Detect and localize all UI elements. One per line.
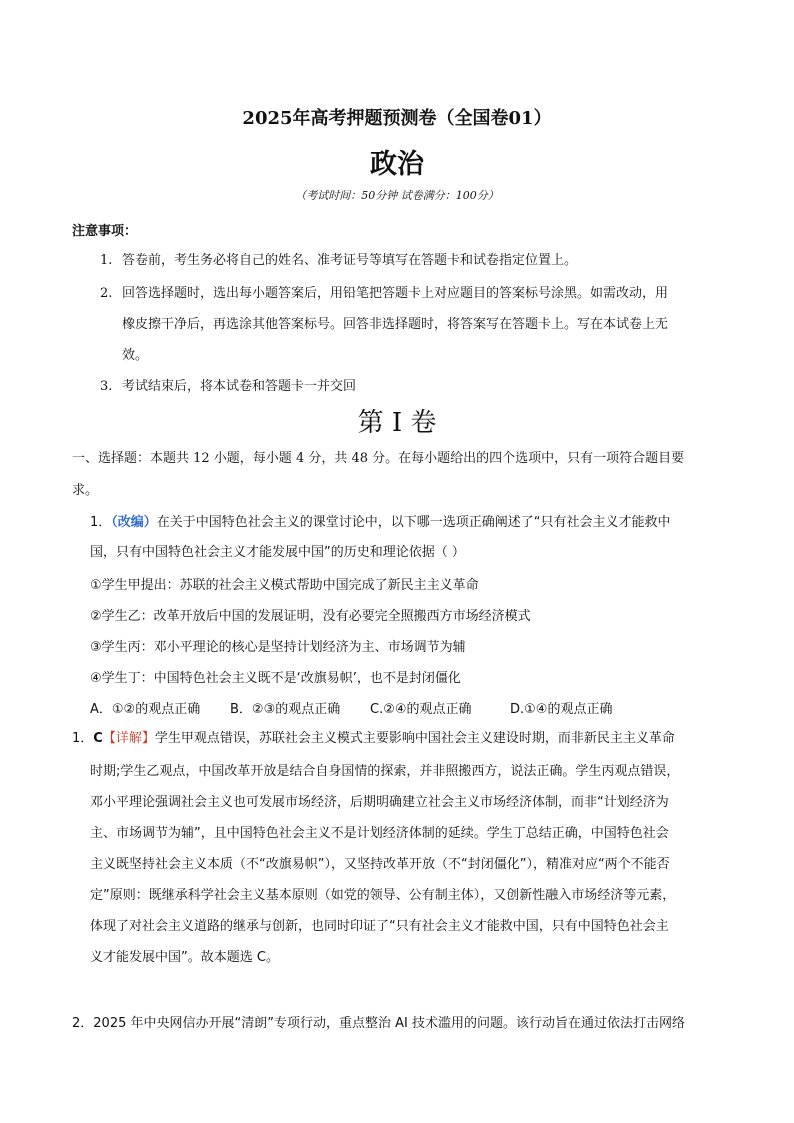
question-stem-text: 国，只有中国特色社会主义才能发展中国”的历史和理论依据（ ） <box>90 545 465 560</box>
notice-item-number: 2. <box>100 286 113 301</box>
statement-1: ①学生甲提出：苏联的社会主义模式帮助中国完成了新民主主义革命 <box>90 578 479 593</box>
option-b: B．②③的观点正确 <box>230 702 341 717</box>
statement-4: ④学生丁：中国特色社会主义既不是‘改旗易帜’，也不是封闭僵化 <box>90 671 461 686</box>
notice-item-text: 回答选择题时，选出每小题答案后，用铅笔把答题卡上对应题目的答案标号涂黑。如需改动，用 <box>122 286 669 301</box>
question-1-stem <box>90 511 671 530</box>
answer-text: 主义既坚持社会主义本质（不“改旗易帜”），又坚持改革开放（不“封闭僵化”），精准对应“两个不能否 <box>90 857 670 872</box>
option-c: C.②④的观点正确 <box>370 702 472 717</box>
statement-3: ③学生丙：邓小平理论的核心是坚持计划经济为主、市场调节为辅 <box>90 640 466 655</box>
notice-item-text: 考试结束后，将本试卷和答题卡一并交回 <box>122 379 357 394</box>
answer-text: 时期;学生乙观点，中国改革开放是结合自身国情的探索，并非照搬西方，说法正确。学生丙观点错误， <box>90 764 680 779</box>
question-stem-text: 在关于中国特色社会主义的课堂讨论中，以下哪一选项正确阐述了“只有社会主义才能救中 <box>156 515 671 530</box>
answer-1 <box>72 727 675 746</box>
notice-item <box>100 375 356 394</box>
question-number: 1． <box>90 515 112 530</box>
notice-item <box>100 282 668 301</box>
notice-item-text: 答卷前，考生务必将自己的姓名、准考证号等填写在答题卡和试卷指定位置上。 <box>122 253 578 268</box>
option-a: A．①②的观点正确 <box>90 702 201 717</box>
section-instruction: 求。 <box>72 483 99 498</box>
option-d: D.①④的观点正确 <box>510 702 613 717</box>
answer-text: 主、市场调节为辅”，且中国特色社会主义不是计划经济体制的延续。学生丁总结正确，中国特色社会 <box>90 826 669 841</box>
answer-letter: C <box>93 731 103 746</box>
adapted-tag: （改编） <box>111 515 157 530</box>
notice-item-text: 橡皮擦干净后，再选涂其他答案标号。回答非选择题时，将答案写在答题卡上。写在本试卷上无 <box>122 317 669 332</box>
notice-item-text: 效。 <box>122 348 149 363</box>
answer-text: 定”原则：既继承科学社会主义基本原则（如党的领导、公有制主体），又创新性融入市场经济等元素， <box>90 888 676 903</box>
answer-number: 1． <box>72 731 94 746</box>
section-instruction: 一、选择题：本题共 12 小题，每小题 4 分，共 48 分。在每小题给出的四个选项中，只有一项符合题目要 <box>72 451 685 466</box>
answer-text: 义才能发展中国”。故本题选 C。 <box>90 950 279 965</box>
section-title: 第 I 卷 <box>357 408 437 438</box>
statement-2: ②学生乙：改革开放后中国的发展证明，没有必要完全照搬西方市场经济模式 <box>90 609 531 624</box>
notice-item-number: 3. <box>100 379 113 394</box>
answer-text: 体现了对社会主义道路的继承与创新，也同时印证了“只有社会主义才能救中国，只有中国特色社会主 <box>90 919 669 934</box>
answer-text: 邓小平理论强调社会主义也可发展市场经济，后期明确建立社会主义市场经济体制，而非“计划经济为 <box>90 795 669 810</box>
exam-title: 2025年高考押题预测卷（全国卷01） <box>242 108 552 129</box>
subject-title: 政治 <box>370 149 424 180</box>
question-2-stem: 2．2025 年中央网信办开展“清朗”专项行动，重点整治 AI 技术滥用的问题。该行动旨在通过依法打击网络 <box>72 1016 685 1031</box>
explanation-tag: 【详解】 <box>102 731 155 746</box>
answer-text: 学生甲观点错误，苏联社会主义模式主要影响中国社会主义建设时期，而非新民主主义革命 <box>154 731 675 746</box>
exam-info: （考试时间：50分钟 试卷满分：100分） <box>295 189 499 202</box>
notice-item <box>100 249 577 268</box>
notice-item-number: 1. <box>100 253 113 268</box>
notice-title: 注意事项： <box>72 224 138 239</box>
